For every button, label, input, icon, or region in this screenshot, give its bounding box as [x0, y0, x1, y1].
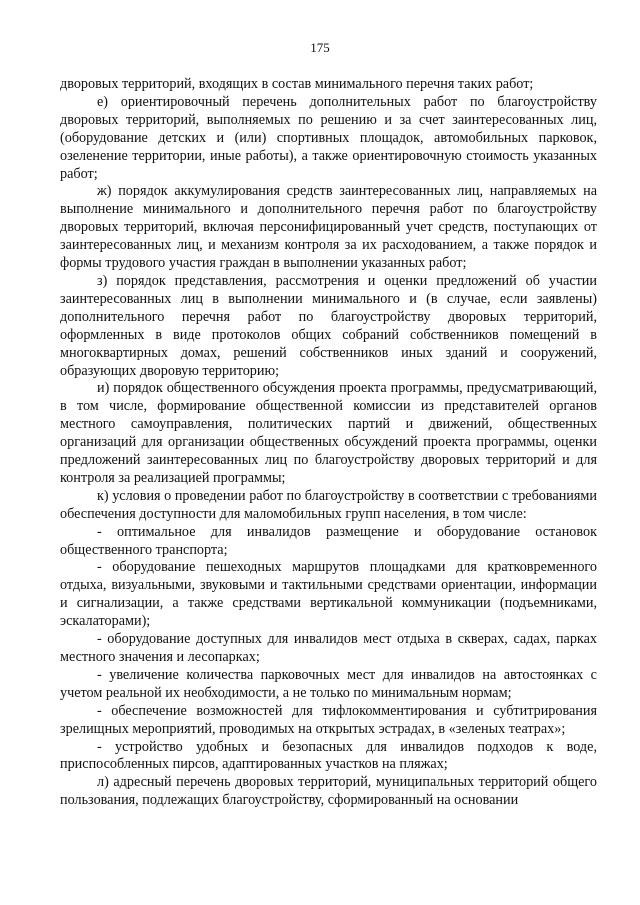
paragraph-item-l: л) адресный перечень дворовых территорий, муниципальных территорий общего пользования, подлежащих благоустройству, сформированный на основании	[60, 774, 597, 809]
list-item-subtitling: - обеспечение возможностей для тифлокомментирования и субтитрирования зрелищных мероприятий, проводимых на открытых эстрадах, в «зеленых театрах»;	[60, 702, 597, 737]
document-body	[60, 76, 597, 810]
page-number: 175	[310, 40, 330, 55]
list-item-water-access: - устройство удобных и безопасных для инвалидов подходов к воде, приспособленных пирсов, адаптированных участков на пляжах;	[60, 738, 597, 773]
list-item-rest-places: - оборудование доступных для инвалидов мест отдыха в скверах, садах, парках местного значения и лесопарках;	[60, 631, 597, 665]
list-item-parking: - увеличение количества парковочных мест для инвалидов на автостоянках с учетом реальной их необходимости, а не только по минимальным нормам;	[60, 666, 597, 701]
paragraph-item-z: з) порядок представления, рассмотрения и оценки предложений об участии заинтересованных лиц в выполнении минимального и (в случае, если заявлены) дополнительного перечня работ по благоустройству дворовых территорий, оформленных в виде протоколов общих собраний собственников помещений в многоквартирных домах, решений собственников иных зданий и сооружений, образующих дворовую территорию;	[60, 272, 597, 379]
paragraph-item-zh: ж) порядок аккумулирования средств заинтересованных лиц, направляемых на выполнение минимального и дополнительного перечня работ по благоустройству дворовых территорий, включая персонифицированный учет средств, поступающих от заинтересованных лиц, и механизм контроля за их расходованием, а также порядок и формы трудового участия граждан в выполнении указанных работ;	[60, 183, 597, 272]
paragraph-item-e: е) ориентировочный перечень дополнительных работ по благоустройству дворовых территорий, выполняемых по решению и за счет заинтересованных лиц, (оборудование детских и (или) спортивных площадок, автомобильных парковок, озеленение территории, иные работы), а также ориентировочную стоимость указанных работ;	[60, 93, 597, 182]
paragraph-continuation: дворовых территорий, входящих в состав минимального перечня таких работ;	[60, 76, 534, 92]
paragraph-item-i: и) порядок общественного обсуждения проекта программы, предусматривающий, в том числе, формирование общественной комиссии из представителей органов местного самоуправления, политических партий и движений, общественных организаций для организации общественных обсуждений проекта программы, оценки предложений заинтересованных лиц по благоустройству дворовых территорий и для контроля за реализацией программы;	[60, 380, 597, 486]
paragraph-item-k: к) условия о проведении работ по благоустройству в соответствии с требованиями обеспечения доступности для маломобильных групп населения, в том числе:	[60, 487, 597, 522]
list-item-bus-stops: - оптимальное для инвалидов размещение и оборудование остановок общественного транспорта;	[60, 523, 597, 558]
list-item-pedestrian-routes: - оборудование пешеходных маршрутов площадками для кратковременного отдыха, визуальными, звуковыми и тактильными средствами ориентации, информации и сигнализации, а также средствами вертикальной коммуникации (подъемниками, эскалаторами);	[60, 559, 597, 630]
